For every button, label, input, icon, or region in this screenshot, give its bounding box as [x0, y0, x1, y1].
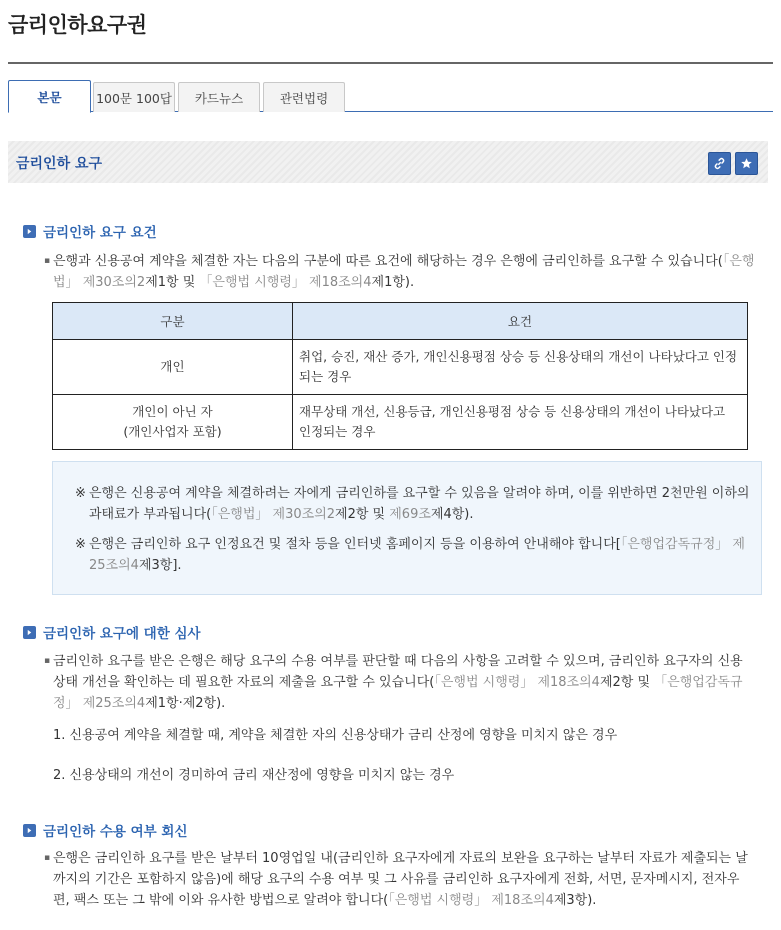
title-divider [8, 62, 773, 64]
table-cell: 취업, 승진, 재산 증가, 개인신용평점 상승 등 신용상태의 개선이 나타났다고 인정되는 경우 [293, 340, 748, 395]
law-link[interactable]: 「은행법」 제30조의2 [211, 507, 336, 522]
subsection-title [23, 820, 188, 840]
table-cell: 재무상태 개선, 신용등급, 개인신용평점 상승 등 신용상태의 개선이 나타났다고 인정되는 경우 [293, 395, 748, 450]
section-header [8, 141, 768, 183]
text: 은행은 금리인하 요구 인정요건 및 절차 등을 인터넷 홈페이지 등을 이용하여 안내해야 합니다[ [89, 537, 621, 552]
text: 금리인하 요구를 받은 은행은 해당 요구의 수용 여부를 판단할 때 다음의 사항을 고려할 수 있으며, 금리인하 요구자의 신용 상태 개선을 확인하는 데 필요한 자료의 제출을 요구할 수 있습니다( [53, 654, 743, 690]
text: 제4항). [430, 507, 474, 522]
subsection-title-text: 금리인하 요구 요건 [43, 225, 157, 241]
law-link[interactable]: 「은행업감독규정」 제25조의4 [89, 537, 745, 573]
bullet-dot: ▪ [44, 256, 51, 266]
arrow-bullet-icon [23, 626, 36, 639]
link-icon [713, 157, 726, 170]
law-link[interactable]: 「은행법 시행령」 제18조의4 [434, 675, 600, 690]
tab-100-qa[interactable]: 100문 100답 [93, 82, 175, 112]
table-cell [53, 395, 293, 450]
text: 제2항 및 [335, 507, 390, 522]
text: 제1항 및 [145, 275, 200, 290]
text: 은행은 신용공여 계약을 체결하려는 자에게 금리인하를 요구할 수 있음을 알려야 하며, 이를 위반하면 2천만원 이하의 과태료가 부과됩니다( [89, 486, 750, 522]
law-link[interactable]: 「은행법 시행령」 제18조의4 [199, 275, 372, 290]
cell-line: 개인이 아닌 자 [132, 404, 213, 419]
note-mark: ※ [75, 486, 86, 501]
text: 은행은 금리인하 요구를 받은 날부터 10영업일 내(금리인하 요구자에게 자료의 보완을 요구하는 날부터 자료가 제출되는 날까지의 기간은 포함하지 않음)에 해당 요구의 수용 여부 및 그 사유를 금리인하 요구자에게 전화, 서면, 문자메시지, 전자우편, 팩스 또는 그 밖에 이와 유사한 방법으로 알려야 합니다( [53, 851, 748, 908]
requirements-table [52, 302, 748, 450]
bookmark-button[interactable] [735, 152, 758, 175]
cell-line: (개인사업자 포함) [123, 424, 222, 439]
text: 제3항]. [138, 558, 182, 573]
star-icon [740, 157, 753, 170]
paragraph [44, 251, 756, 293]
subsection-title [23, 221, 157, 241]
law-link[interactable]: 「은행법」 제30조의2 [53, 254, 755, 290]
text: 제1항·제2항). [145, 696, 226, 711]
notice-box [52, 461, 762, 595]
table-header: 요건 [293, 303, 748, 340]
page-title: 금리인하요구권 [8, 13, 147, 37]
table-header: 구분 [53, 303, 293, 340]
table-row [53, 395, 748, 450]
text: 은행과 신용공여 계약을 체결한 자는 다음의 구분에 따른 요건에 해당하는 경우 은행에 금리인하를 요구할 수 있습니다( [53, 254, 723, 269]
notice-item [75, 483, 755, 525]
tab-bar [8, 80, 773, 112]
text: 제2항 및 [599, 675, 655, 690]
subsection-title [23, 622, 201, 642]
link-button[interactable] [708, 152, 731, 175]
section-title: 금리인하 요구 [16, 156, 103, 172]
table-cell: 개인 [53, 340, 293, 395]
paragraph [44, 848, 756, 911]
arrow-bullet-icon [23, 225, 36, 238]
note-mark: ※ [75, 537, 86, 552]
table-header-row [53, 303, 748, 340]
paragraph [44, 651, 756, 714]
subsection-title-text: 금리인하 수용 여부 회신 [43, 824, 188, 840]
law-link[interactable]: 제69조 [389, 507, 431, 522]
subsection-title-text: 금리인하 요구에 대한 심사 [43, 626, 201, 642]
text: 제1항). [371, 275, 415, 290]
tab-main-text[interactable]: 본문 [8, 80, 91, 113]
table-row [53, 340, 748, 395]
list-item: 1. 신용공여 계약을 체결할 때, 계약을 체결한 자의 신용상태가 금리 산정에 영향을 미치지 않은 경우 [53, 728, 618, 743]
arrow-bullet-icon [23, 824, 36, 837]
bullet-dot: ▪ [44, 656, 51, 666]
law-link[interactable]: 「은행법 시행령」 제18조의4 [388, 893, 554, 908]
law-link[interactable]: 「은행업감독규정」 제25조의4 [53, 675, 743, 711]
tab-related-laws[interactable]: 관련법령 [263, 82, 345, 112]
text: 제3항). [553, 893, 597, 908]
bullet-dot: ▪ [44, 853, 51, 863]
tab-card-news[interactable]: 카드뉴스 [178, 82, 260, 112]
notice-item [75, 534, 755, 576]
list-item: 2. 신용상태의 개선이 경미하여 금리 재산정에 영향을 미치지 않는 경우 [53, 768, 455, 783]
